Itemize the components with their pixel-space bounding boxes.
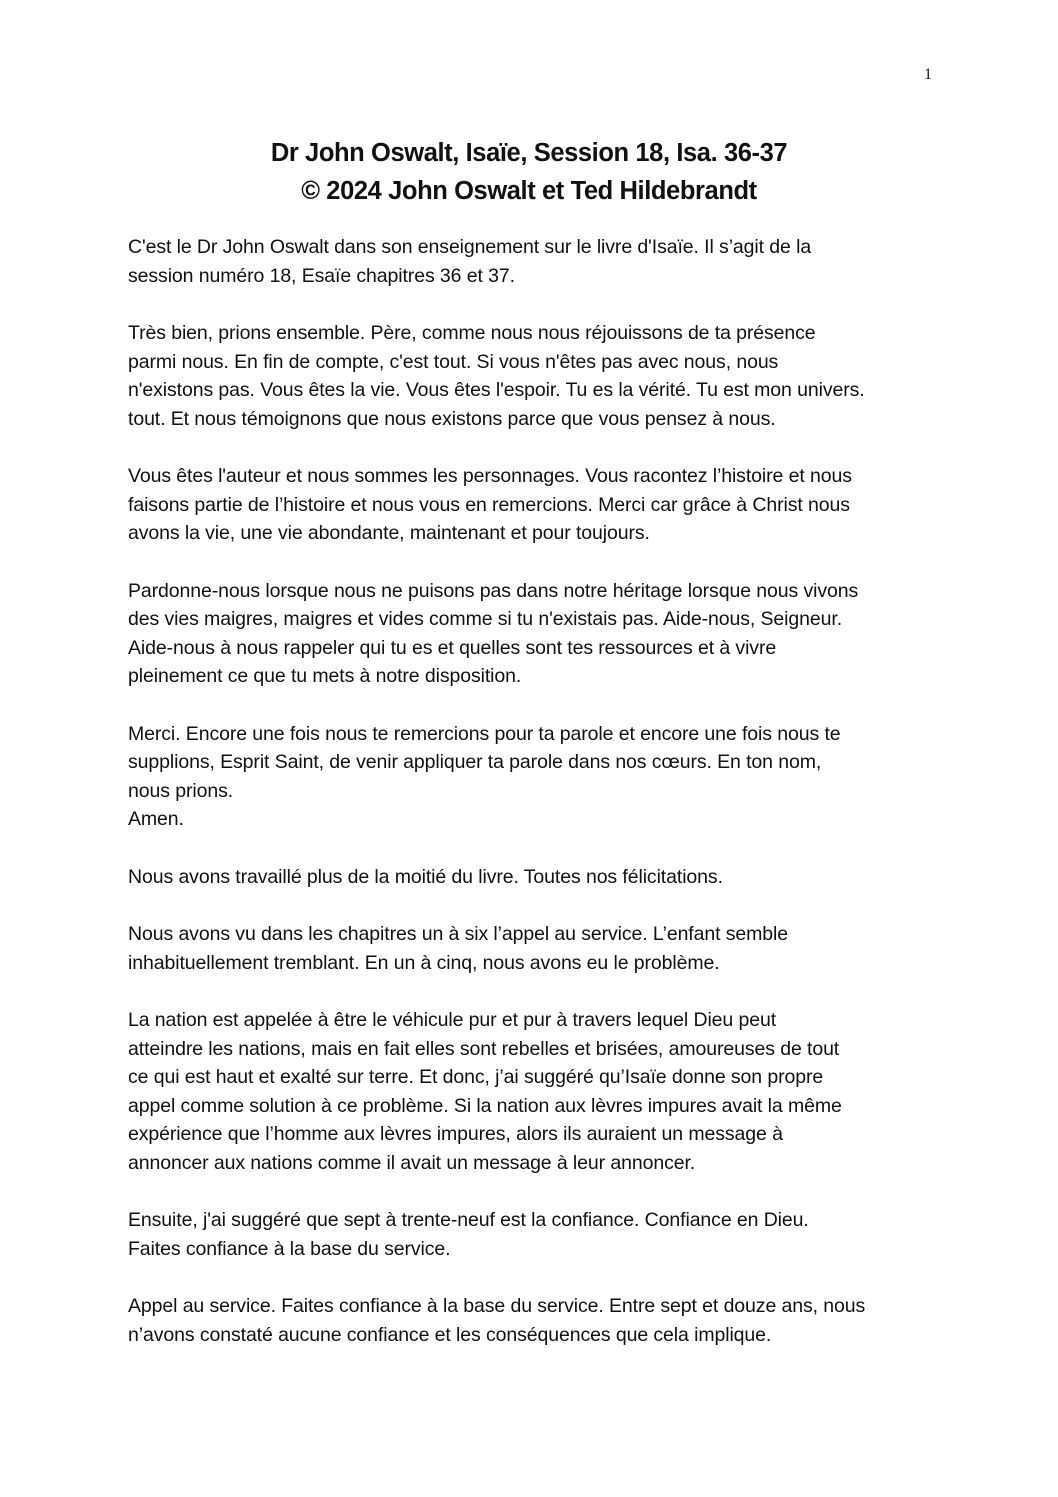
paragraph-line: inhabituellement tremblant. En un à cinq, nous avons eu le problème. xyxy=(128,951,720,974)
paragraph-line: Appel au service. Faites confiance à la base du service. Entre sept et douze ans, nous xyxy=(128,1295,866,1317)
paragraph-line: tout. Et nous témoignons que nous existons parce que vous pensez à nous. xyxy=(128,407,776,430)
paragraph-line: ce qui est haut et exalté sur terre. Et donc, j’ai suggéré qu’Isaïe donne son propre xyxy=(128,1066,824,1088)
paragraph xyxy=(128,1006,938,1177)
document-title xyxy=(0,134,1058,210)
paragraph xyxy=(128,720,938,834)
paragraph xyxy=(128,233,938,290)
paragraph xyxy=(128,1206,938,1263)
title-line-1: Dr John Oswalt, Isaïe, Session 18, Isa. 36-37 xyxy=(270,139,788,167)
paragraph-line: Nous avons vu dans les chapitres un à six l’appel au service. L’enfant semble xyxy=(128,923,789,945)
paragraph-line: n'existons pas. Vous êtes la vie. Vous êtes l'espoir. Tu es la vérité. Tu est mon univers. xyxy=(128,379,865,401)
paragraph-line: faisons partie de l’histoire et nous vous en remercions. Merci car grâce à Christ nous xyxy=(128,493,850,516)
paragraph xyxy=(128,577,938,691)
paragraph-line: Ensuite, j'ai suggéré que sept à trente-neuf est la confiance. Confiance en Dieu. xyxy=(128,1209,809,1231)
paragraph-line: appel comme solution à ce problème. Si la nation aux lèvres impures avait la même xyxy=(128,1094,842,1117)
paragraph-line: Aide-nous à nous rappeler qui tu es et quelles sont tes ressources et à vivre xyxy=(128,636,777,659)
paragraph-line: Pardonne-nous lorsque nous ne puisons pas dans notre héritage lorsque nous vivons xyxy=(128,579,859,602)
paragraph-line: Faites confiance à la base du service. xyxy=(128,1237,451,1260)
paragraph-line: C'est le Dr John Oswalt dans son enseignement sur le livre d'Isaïe. Il s’agit de la xyxy=(128,236,812,258)
paragraph-line: Amen. xyxy=(128,808,184,830)
transcript-body xyxy=(128,233,938,1378)
paragraph-line: supplions, Esprit Saint, de venir appliquer ta parole dans nos cœurs. En ton nom, xyxy=(128,751,822,773)
paragraph-line: Merci. Encore une fois nous te remercions pour ta parole et encore une fois nous te xyxy=(128,722,841,745)
paragraph-line: Très bien, prions ensemble. Père, comme nous nous réjouissons de ta présence xyxy=(128,322,816,344)
paragraph-line: avons la vie, une vie abondante, maintenant et pour toujours. xyxy=(128,522,650,544)
paragraph-line: annoncer aux nations comme il avait un message à leur annoncer. xyxy=(128,1151,696,1174)
paragraph-line: session numéro 18, Esaïe chapitres 36 et 37. xyxy=(128,264,515,287)
page-number: 1 xyxy=(924,66,932,83)
paragraph-line: Nous avons travaillé plus de la moitié du livre. Toutes nos félicitations. xyxy=(128,865,723,888)
paragraph-line: pleinement ce que tu mets à notre disposition. xyxy=(128,665,522,687)
paragraph xyxy=(128,319,938,433)
title-line-2: © 2024 John Oswalt et Ted Hildebrandt xyxy=(301,177,757,205)
paragraph-line: nous prions. xyxy=(128,779,234,802)
paragraph xyxy=(128,462,938,548)
paragraph xyxy=(128,1292,938,1349)
paragraph-line: atteindre les nations, mais en fait elles sont rebelles et brisées, amoureuses de tout xyxy=(128,1037,840,1060)
paragraph-line: expérience que l’homme aux lèvres impures, alors ils auraient un message à xyxy=(128,1123,783,1145)
paragraph-line: parmi nous. En fin de compte, c'est tout. Si vous n'êtes pas avec nous, nous xyxy=(128,350,779,373)
paragraph-line: des vies maigres, maigres et vides comme si tu n'existais pas. Aide-nous, Seigneur. xyxy=(128,608,843,630)
paragraph xyxy=(128,863,938,892)
paragraph-line: Vous êtes l'auteur et nous sommes les personnages. Vous racontez l’histoire et nous xyxy=(128,465,852,487)
paragraph xyxy=(128,920,938,977)
paragraph-line: n’avons constaté aucune confiance et les conséquences que cela implique. xyxy=(128,1323,772,1346)
paragraph-line: La nation est appelée à être le véhicule pur et pur à travers lequel Dieu peut xyxy=(128,1009,777,1031)
